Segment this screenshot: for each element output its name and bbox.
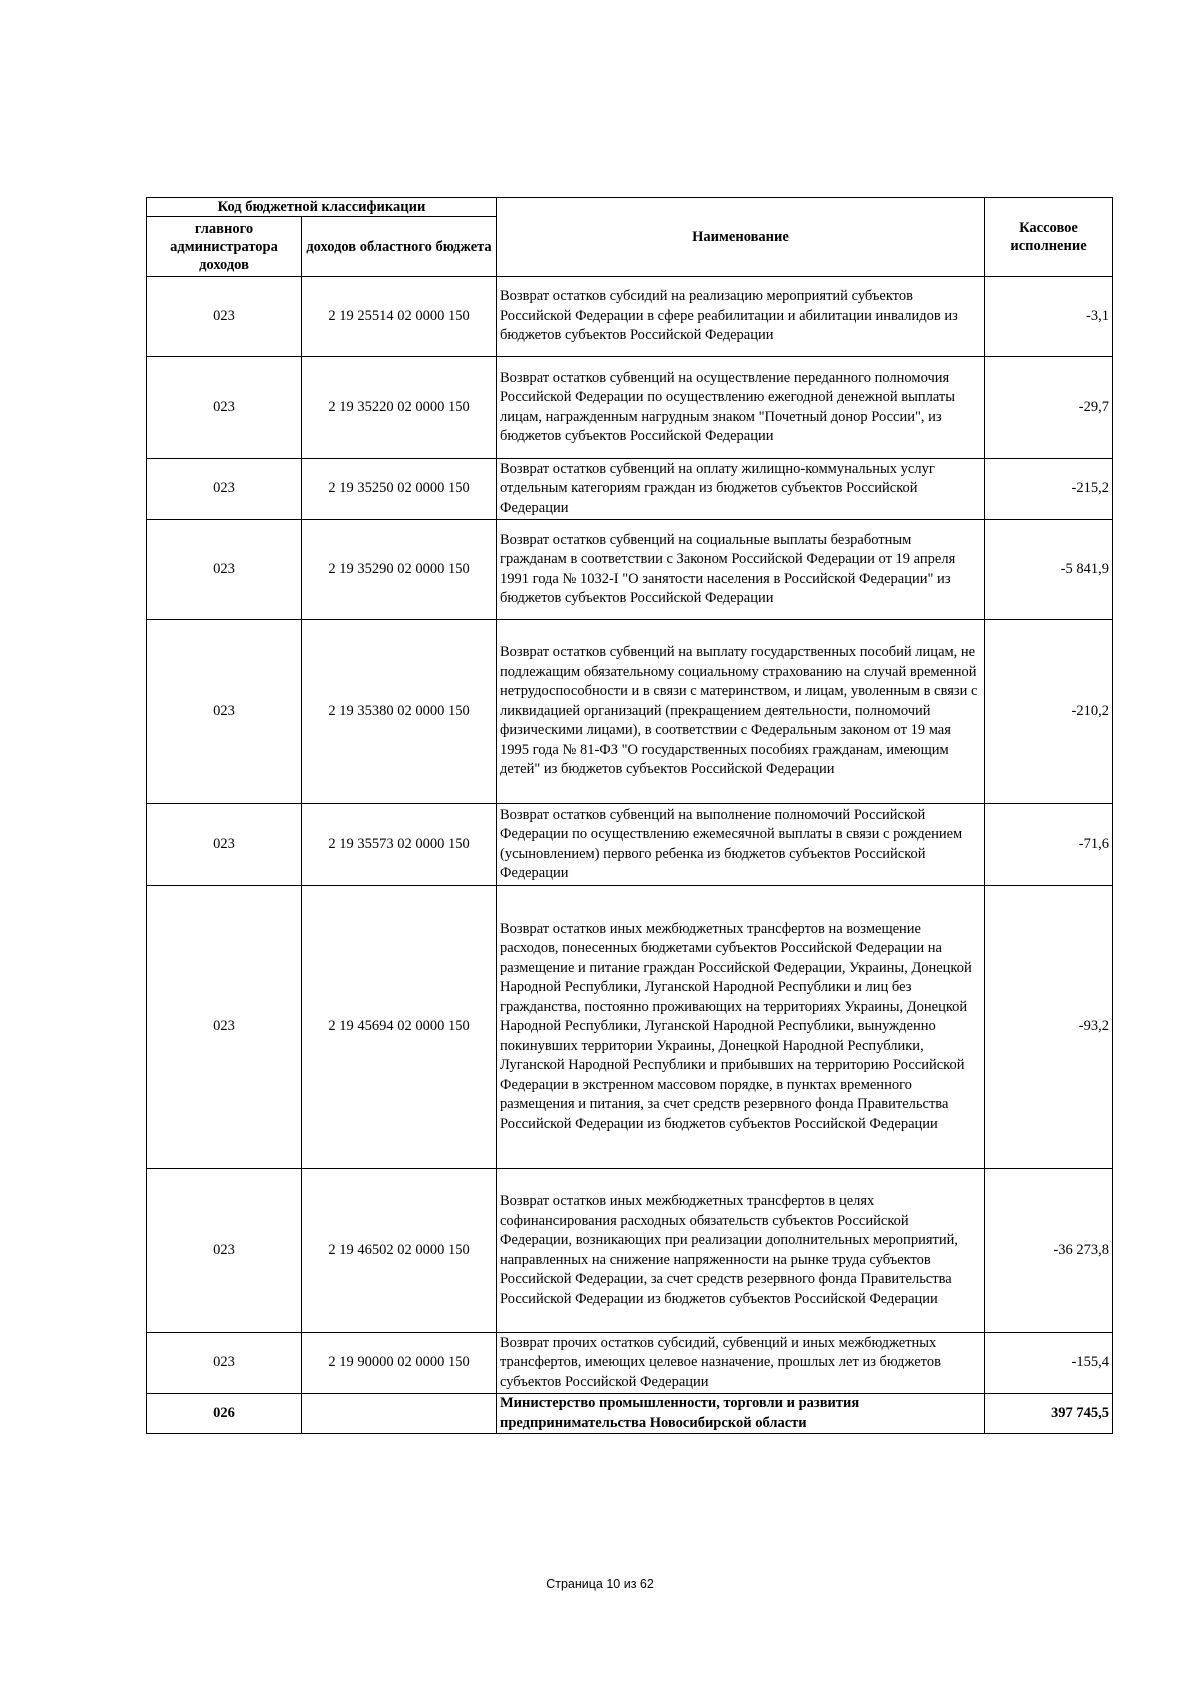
value-cell: -5 841,9 — [985, 520, 1113, 620]
income-code-cell: 2 19 25514 02 0000 150 — [302, 277, 497, 357]
name-cell: Возврат остатков субсидий на реализацию мероприятий субъектов Российской Федерации в сфере реабилитации и абилитации инвалидов из бюджетов субъектов Российской Федерации — [497, 277, 985, 357]
value-cell: -210,2 — [985, 620, 1113, 804]
header-value: Кассовое исполнение — [985, 198, 1113, 277]
table-row — [147, 520, 1113, 620]
name-cell: Возврат остатков субвенций на осуществление переданного полномочия Российской Федерации по осуществлению ежегодной денежной выплаты лицам, награжденным нагрудным знаком "Почетный донор России", из бюджетов субъектов Российской Федерации — [497, 357, 985, 459]
admin-code-cell: 023 — [147, 459, 302, 520]
income-code-cell: 2 19 35220 02 0000 150 — [302, 357, 497, 459]
table-row — [147, 357, 1113, 459]
income-code-cell: 2 19 35250 02 0000 150 — [302, 459, 497, 520]
name-cell: Возврат прочих остатков субсидий, субвенций и иных межбюджетных трансфертов, имеющих целевое назначение, прошлых лет из бюджетов субъектов Российской Федерации — [497, 1333, 985, 1394]
admin-code-cell: 023 — [147, 804, 302, 886]
page-number: Страница 10 из 62 — [546, 1577, 654, 1591]
income-code-cell: 2 19 35573 02 0000 150 — [302, 804, 497, 886]
header-code: доходов областного бюджета — [302, 217, 497, 277]
name-cell: Возврат остатков субвенций на выполнение полномочий Российской Федерации по осуществлению ежемесячной выплаты в связи с рождением (усыновлением) первого ребенка из бюджетов субъектов Российской Федерации — [497, 804, 985, 886]
admin-code-cell: 023 — [147, 357, 302, 459]
table-row — [147, 1333, 1113, 1394]
value-cell: -155,4 — [985, 1333, 1113, 1394]
table-row — [147, 620, 1113, 804]
income-code-cell: 2 19 45694 02 0000 150 — [302, 886, 497, 1169]
table-row-ministry — [147, 1394, 1113, 1434]
name-cell: Возврат остатков субвенций на выплату государственных пособий лицам, не подлежащим обязательному социальному страхованию на случай временной нетрудоспособности и в связи с материнством, и лицам, уволенным в связи с ликвидацией организаций (прекращением деятельности, полномочий физическими лицами), в соответствии с Федеральным законом от 19 мая 1995 года № 81-ФЗ "О государственных пособиях гражданам, имеющим детей" из бюджетов субъектов Российской Федерации — [497, 620, 985, 804]
table-header — [147, 198, 1113, 277]
name-cell: Возврат остатков субвенций на оплату жилищно-коммунальных услуг отдельным категориям граждан из бюджетов субъектов Российской Федерации — [497, 459, 985, 520]
value-cell: -29,7 — [985, 357, 1113, 459]
income-code-cell: 2 19 46502 02 0000 150 — [302, 1169, 497, 1333]
name-cell: Возврат остатков субвенций на социальные выплаты безработным гражданам в соответствии с Законом Российской Федерации от 19 апреля 1991 года № 1032-I "О занятости населения в Российской Федерации" из бюджетов субъектов Российской Федерации — [497, 520, 985, 620]
name-cell: Возврат остатков иных межбюджетных трансфертов на возмещение расходов, понесенных бюджетами субъектов Российской Федерации на размещение и питание граждан Российской Федерации, Украины, Донецкой Народной Республики, Луганской Народной Республики и лиц без гражданства, постоянно проживающих на территориях Украины, Донецкой Народной Республики, Луганской Народной Республики, вынужденно покинувших территории Украины, Донецкой Народной Республики, Луганской Народной Республики и прибывших на территорию Российской Федерации в экстренном массовом порядке, в пунктах временного размещения и питания, за счет средств резервного фонда Правительства Российской Федерации из бюджетов субъектов Российской Федерации — [497, 886, 985, 1169]
value-cell: -71,6 — [985, 804, 1113, 886]
admin-code-cell: 023 — [147, 1333, 302, 1394]
admin-code-cell: 023 — [147, 520, 302, 620]
value-cell: -36 273,8 — [985, 1169, 1113, 1333]
admin-code-cell: 023 — [147, 620, 302, 804]
admin-code-cell: 023 — [147, 886, 302, 1169]
table-row — [147, 1169, 1113, 1333]
value-cell: -93,2 — [985, 886, 1113, 1169]
header-name: Наименование — [497, 198, 985, 277]
value-cell: -3,1 — [985, 277, 1113, 357]
admin-code-cell: 023 — [147, 1169, 302, 1333]
value-cell: 397 745,5 — [985, 1394, 1113, 1434]
admin-code-cell: 023 — [147, 277, 302, 357]
admin-code-cell: 026 — [147, 1394, 302, 1434]
name-cell: Министерство промышленности, торговли и развития предпринимательства Новосибирской области — [497, 1394, 985, 1434]
table-row — [147, 804, 1113, 886]
income-code-cell: 2 19 90000 02 0000 150 — [302, 1333, 497, 1394]
value-cell: -215,2 — [985, 459, 1113, 520]
budget-table — [146, 197, 1113, 1434]
name-cell: Возврат остатков иных межбюджетных трансфертов в целях софинансирования расходных обязательств субъектов Российской Федерации, возникающих при реализации дополнительных мероприятий, направленных на снижение напряженности на рынке труда субъектов Российской Федерации, за счет средств резервного фонда Правительства Российской Федерации из бюджетов субъектов Российской Федерации — [497, 1169, 985, 1333]
table-row — [147, 277, 1113, 357]
income-code-cell — [302, 1394, 497, 1434]
header-admin: главного администратора доходов — [147, 217, 302, 277]
header-classification-group: Код бюджетной классификации — [147, 198, 497, 217]
income-code-cell: 2 19 35380 02 0000 150 — [302, 620, 497, 804]
table-row — [147, 886, 1113, 1169]
table-row — [147, 459, 1113, 520]
income-code-cell: 2 19 35290 02 0000 150 — [302, 520, 497, 620]
